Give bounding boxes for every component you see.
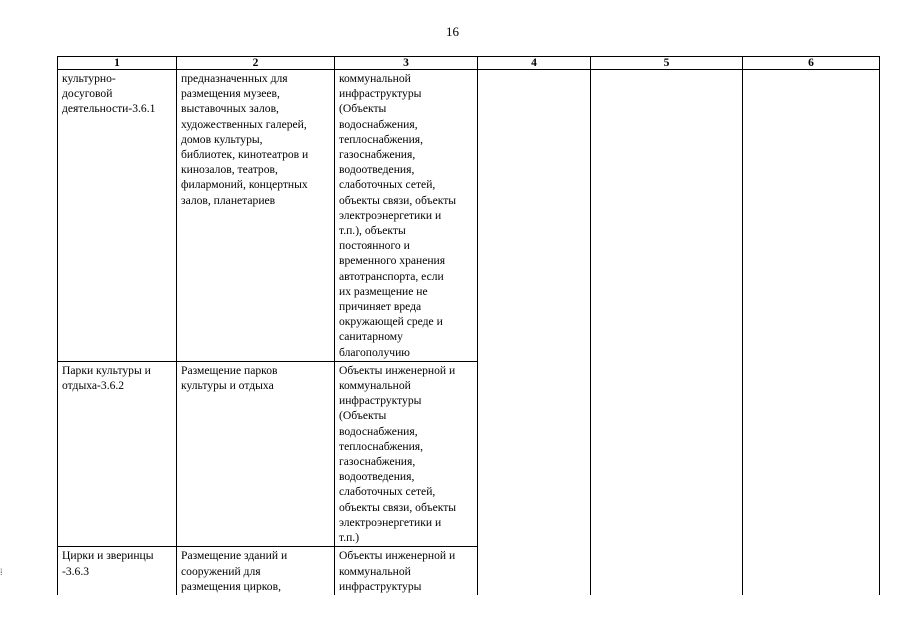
column-header-5: 5 xyxy=(591,57,743,70)
table-row xyxy=(58,70,880,362)
land-use-type-cell: Парки культуры и отдыха-3.6.2 xyxy=(58,361,177,546)
land-use-type-cell: Цирки и зверинцы -3.6.3 xyxy=(58,547,177,595)
empty-cell-col4 xyxy=(478,70,591,595)
scan-margin-mark: ⁞ xyxy=(0,567,3,577)
land-use-description-cell: Размещение зданий и сооружений для размещения цирков, xyxy=(177,547,335,595)
column-header-6: 6 xyxy=(743,57,880,70)
empty-cell-col5 xyxy=(591,70,743,595)
permitted-objects-cell: Объекты инженерной и коммунальной инфраструктуры (Объекты водоснабжения, теплоснабжения, газоснабжения, водоотведения, слаботочных сетей, объекты связи, объекты электроэнергетики и т.п.) xyxy=(335,361,478,546)
page-number: 16 xyxy=(446,24,459,39)
column-header-4: 4 xyxy=(478,57,591,70)
permitted-objects-cell: коммунальной инфраструктуры (Объекты водоснабжения, теплоснабжения, газоснабжения, водоотведения, слаботочных сетей, объекты связи, объекты электроэнергетики и т.п.), объекты постоянного и временного хранения автотранспорта, если их размещение не причиняет вреда окружающей среде и санитарному благополучию xyxy=(335,70,478,362)
land-use-description-cell: предназначенных для размещения музеев, выставочных залов, художественных галерей, домов культуры, библиотек, кинотеатров и кинозалов, театров, филармоний, концертных залов, планетариев xyxy=(177,70,335,362)
land-use-description-cell: Размещение парков культуры и отдыха xyxy=(177,361,335,546)
land-use-table xyxy=(57,56,880,595)
column-header-2: 2 xyxy=(177,57,335,70)
column-header-3: 3 xyxy=(335,57,478,70)
column-header-1: 1 xyxy=(58,57,177,70)
table-header-row xyxy=(58,57,880,70)
land-use-type-cell: культурно- досуговой деятельности-3.6.1 xyxy=(58,70,177,362)
permitted-objects-cell: Объекты инженерной и коммунальной инфраструктуры xyxy=(335,547,478,595)
empty-cell-col6 xyxy=(743,70,880,595)
